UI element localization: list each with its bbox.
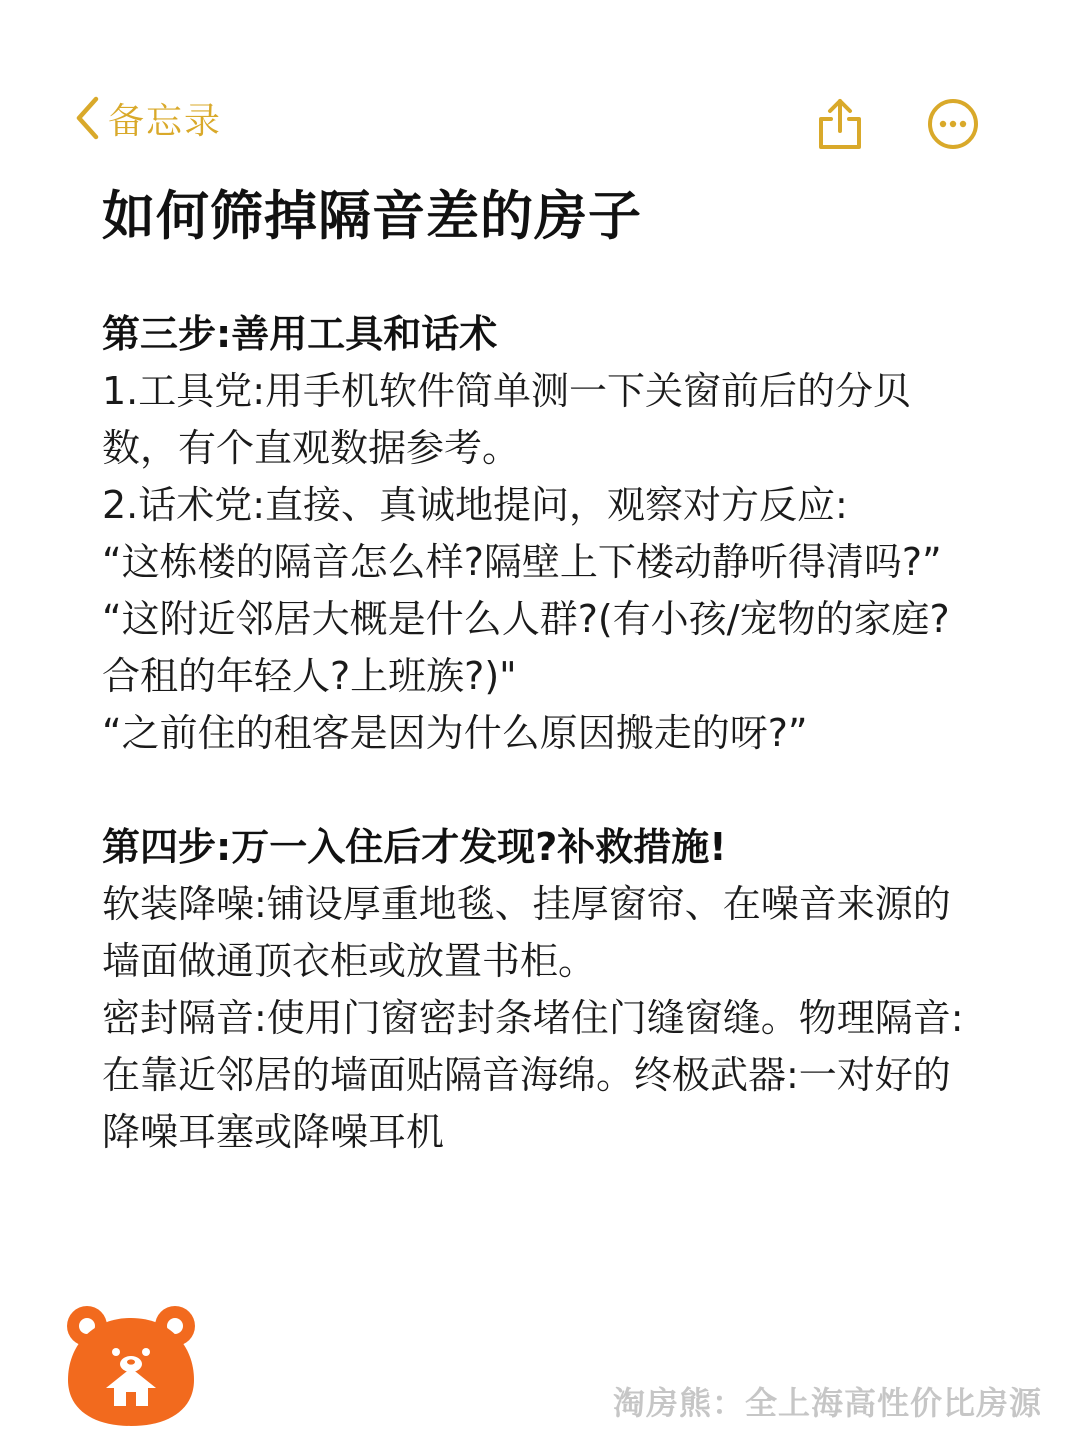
step4-paragraph-2: 密封隔音:使用门窗密封条堵住门缝窗缝。物理隔音:在靠近邻居的墙面贴隔音海绵。终极武器:一对好的降噪耳塞或降噪耳机: [102, 996, 964, 1154]
step3-paragraph-3: “这栋楼的隔音怎么样?隔壁上下楼动静听得清吗?” “这附近邻居大概是什么人群?(有小孩/宠物的家庭?合租的年轻人?上班族?)": [102, 540, 950, 698]
note-body: [102, 306, 982, 1161]
step4-heading: 第四步:万一入住后才发现?补救措施!: [102, 825, 727, 869]
footer-tagline: 淘房熊：全上海高性价比房源: [612, 1384, 1042, 1422]
step3-heading: 第三步:善用工具和话术: [102, 312, 498, 356]
step3-paragraph-4: “之前住的租客是因为什么原因搬走的呀?”: [102, 711, 808, 755]
chevron-left-icon: [74, 96, 100, 140]
step3-paragraph-2: 2.话术党:直接、真诚地提问，观察对方反应:: [102, 483, 848, 527]
step4-paragraph-1: 软装降噪:铺设厚重地毯、挂厚窗帘、在噪音来源的墙面做通顶衣柜或放置书柜。: [102, 882, 951, 983]
step3-paragraph-1: 1.工具党:用手机软件简单测一下关窗前后的分贝数，有个直观数据参考。: [102, 369, 912, 470]
note-title: 如何筛掉隔音差的房子: [102, 186, 642, 247]
share-icon: [814, 96, 866, 152]
share-button[interactable]: [814, 96, 866, 152]
bear-logo-icon: [64, 1302, 198, 1428]
back-button[interactable]: [74, 92, 222, 144]
paragraph-gap: [102, 762, 982, 819]
back-label: 备忘录: [108, 100, 223, 142]
ellipsis-circle-icon: [926, 97, 980, 151]
more-button[interactable]: [926, 97, 980, 151]
